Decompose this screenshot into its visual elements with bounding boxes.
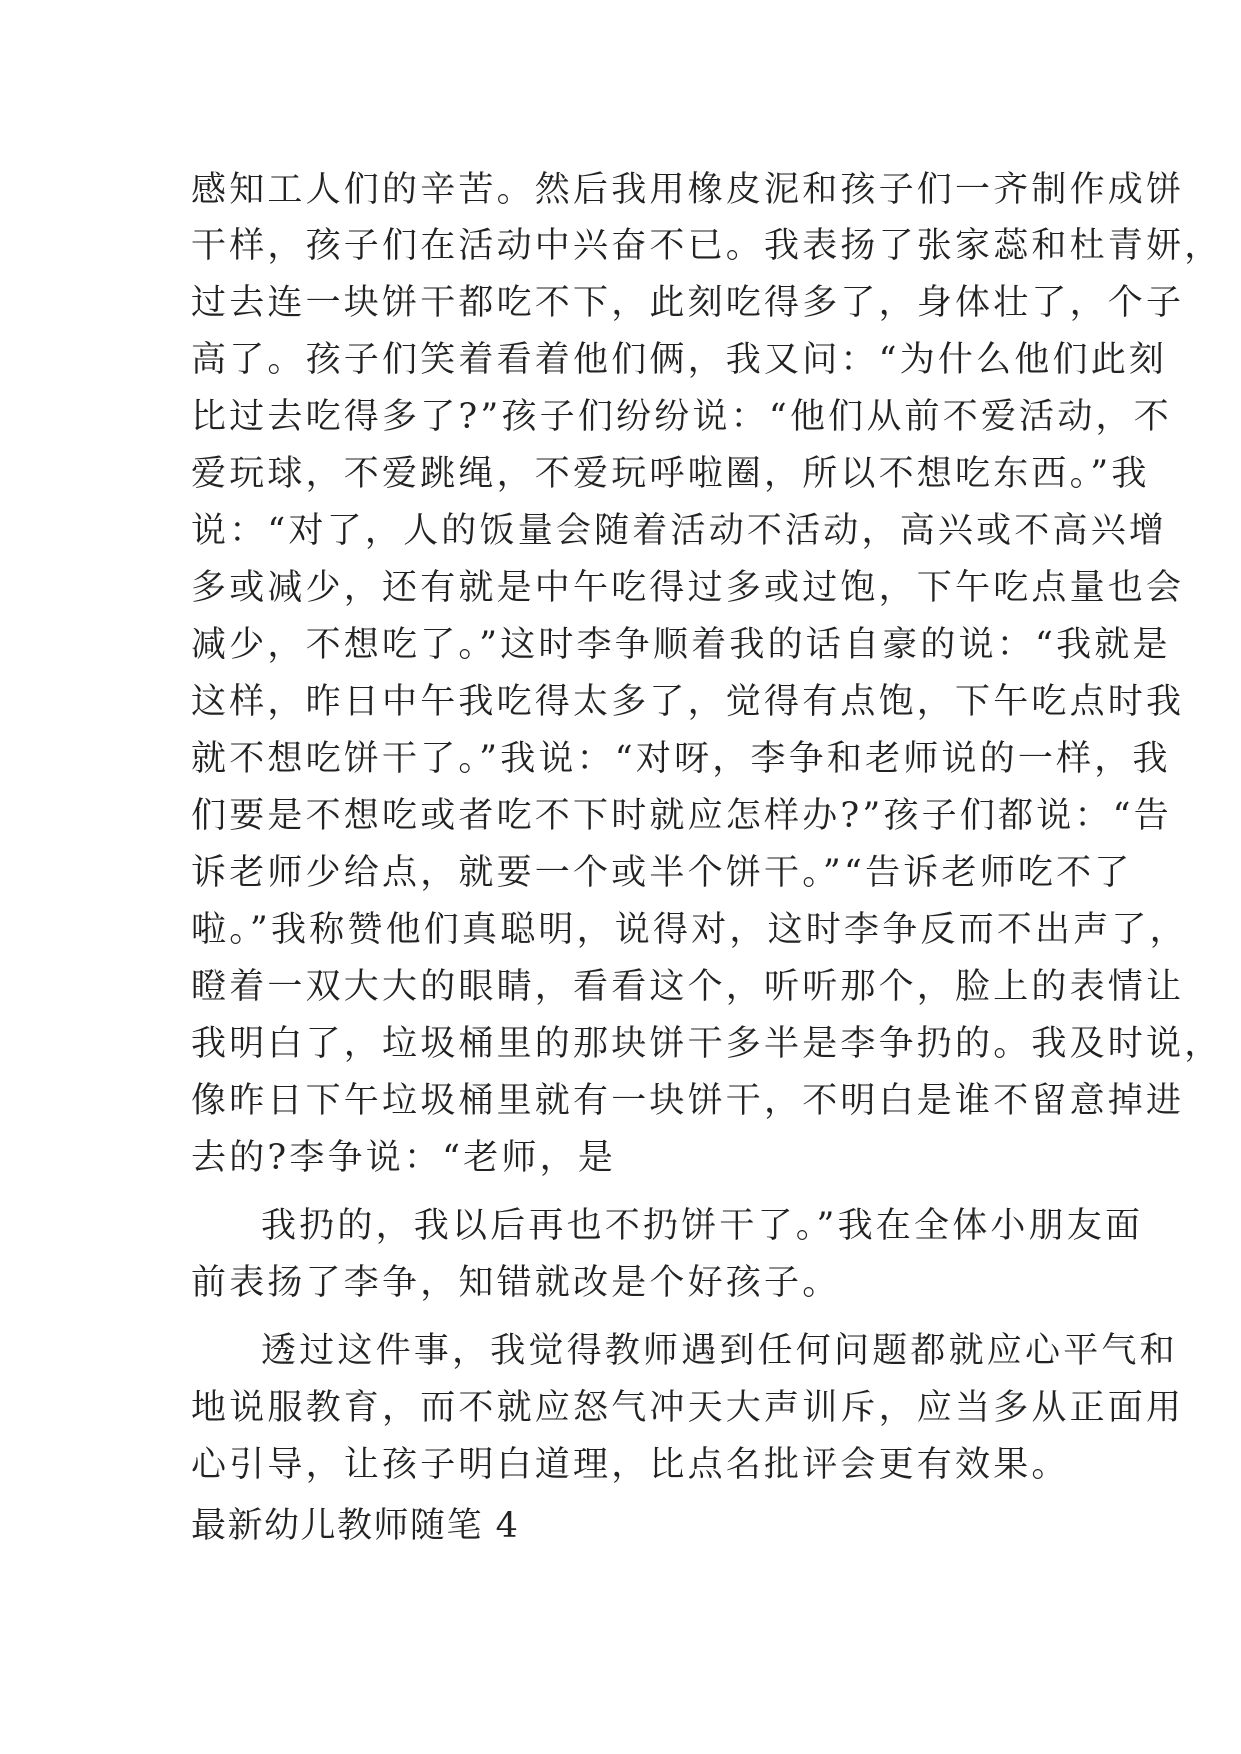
paragraph-line: 比过去吃得多了?”孩子们纷纷说：“他们从前不爱活动，不 <box>191 397 1172 437</box>
paragraph-line: 高了。孩子们笑着看着他们俩，我又问：“为什么他们此刻 <box>191 340 1168 380</box>
section-heading: 最新幼儿教师随笔 4 <box>191 1506 520 1546</box>
paragraph-line: 爱玩球，不爱跳绳，不爱玩呼啦圈，所以不想吃东西。”我 <box>191 454 1150 494</box>
paragraph-line: 地说服教育，而不就应怒气冲天大声训斥，应当多从正面用 <box>191 1388 1185 1428</box>
paragraph-line: 透过这件事，我觉得教师遇到任何问题都就应心平气和 <box>261 1331 1178 1371</box>
paragraph-line: 前表扬了李争，知错就改是个好孩子。 <box>191 1263 841 1303</box>
paragraph-line: 过去连一块饼干都吃不下，此刻吃得多了，身体壮了，个子 <box>191 283 1185 323</box>
paragraph-line: 感知工人们的辛苦。然后我用橡皮泥和孩子们一齐制作成饼 <box>191 170 1185 210</box>
paragraph-line: 这样，昨日中午我吃得太多了，觉得有点饱，下午吃点时我 <box>191 682 1185 722</box>
paragraph-line: 干样，孩子们在活动中兴奋不已。我表扬了张家蕊和杜青妍， <box>191 226 1223 266</box>
paragraph-line: 瞪着一双大大的眼睛，看看这个，听听那个，脸上的表情让 <box>191 967 1185 1007</box>
paragraph-line: 我扔的，我以后再也不扔饼干了。”我在全体小朋友面 <box>261 1206 1144 1246</box>
paragraph-line: 诉老师少给点，就要一个或半个饼干。”“告诉老师吃不了 <box>191 853 1133 893</box>
paragraph-line: 减少，不想吃了。”这时李争顺着我的话自豪的说：“我就是 <box>191 625 1171 665</box>
paragraph-line: 去的?李争说：“老师，是 <box>191 1138 617 1178</box>
paragraph-line: 像昨日下午垃圾桶里就有一块饼干，不明白是谁不留意掉进 <box>191 1081 1185 1121</box>
paragraph-line: 们要是不想吃或者吃不下时就应怎样办?”孩子们都说：“告 <box>191 796 1172 836</box>
paragraph-line: 我明白了，垃圾桶里的那块饼干多半是李争扔的。我及时说， <box>191 1024 1223 1064</box>
paragraph-line: 就不想吃饼干了。”我说：“对呀，李争和老师说的一样，我 <box>191 739 1171 779</box>
paragraph-line: 说：“对了，人的饭量会随着活动不活动，高兴或不高兴增 <box>191 511 1168 551</box>
paragraph-line: 啦。”我称赞他们真聪明，说得对，这时李争反而不出声了， <box>191 910 1188 950</box>
paragraph-line: 多或减少，还有就是中午吃得过多或过饱，下午吃点量也会 <box>191 568 1185 608</box>
paragraph-line: 心引导，让孩子明白道理，比点名批评会更有效果。 <box>191 1445 1070 1485</box>
